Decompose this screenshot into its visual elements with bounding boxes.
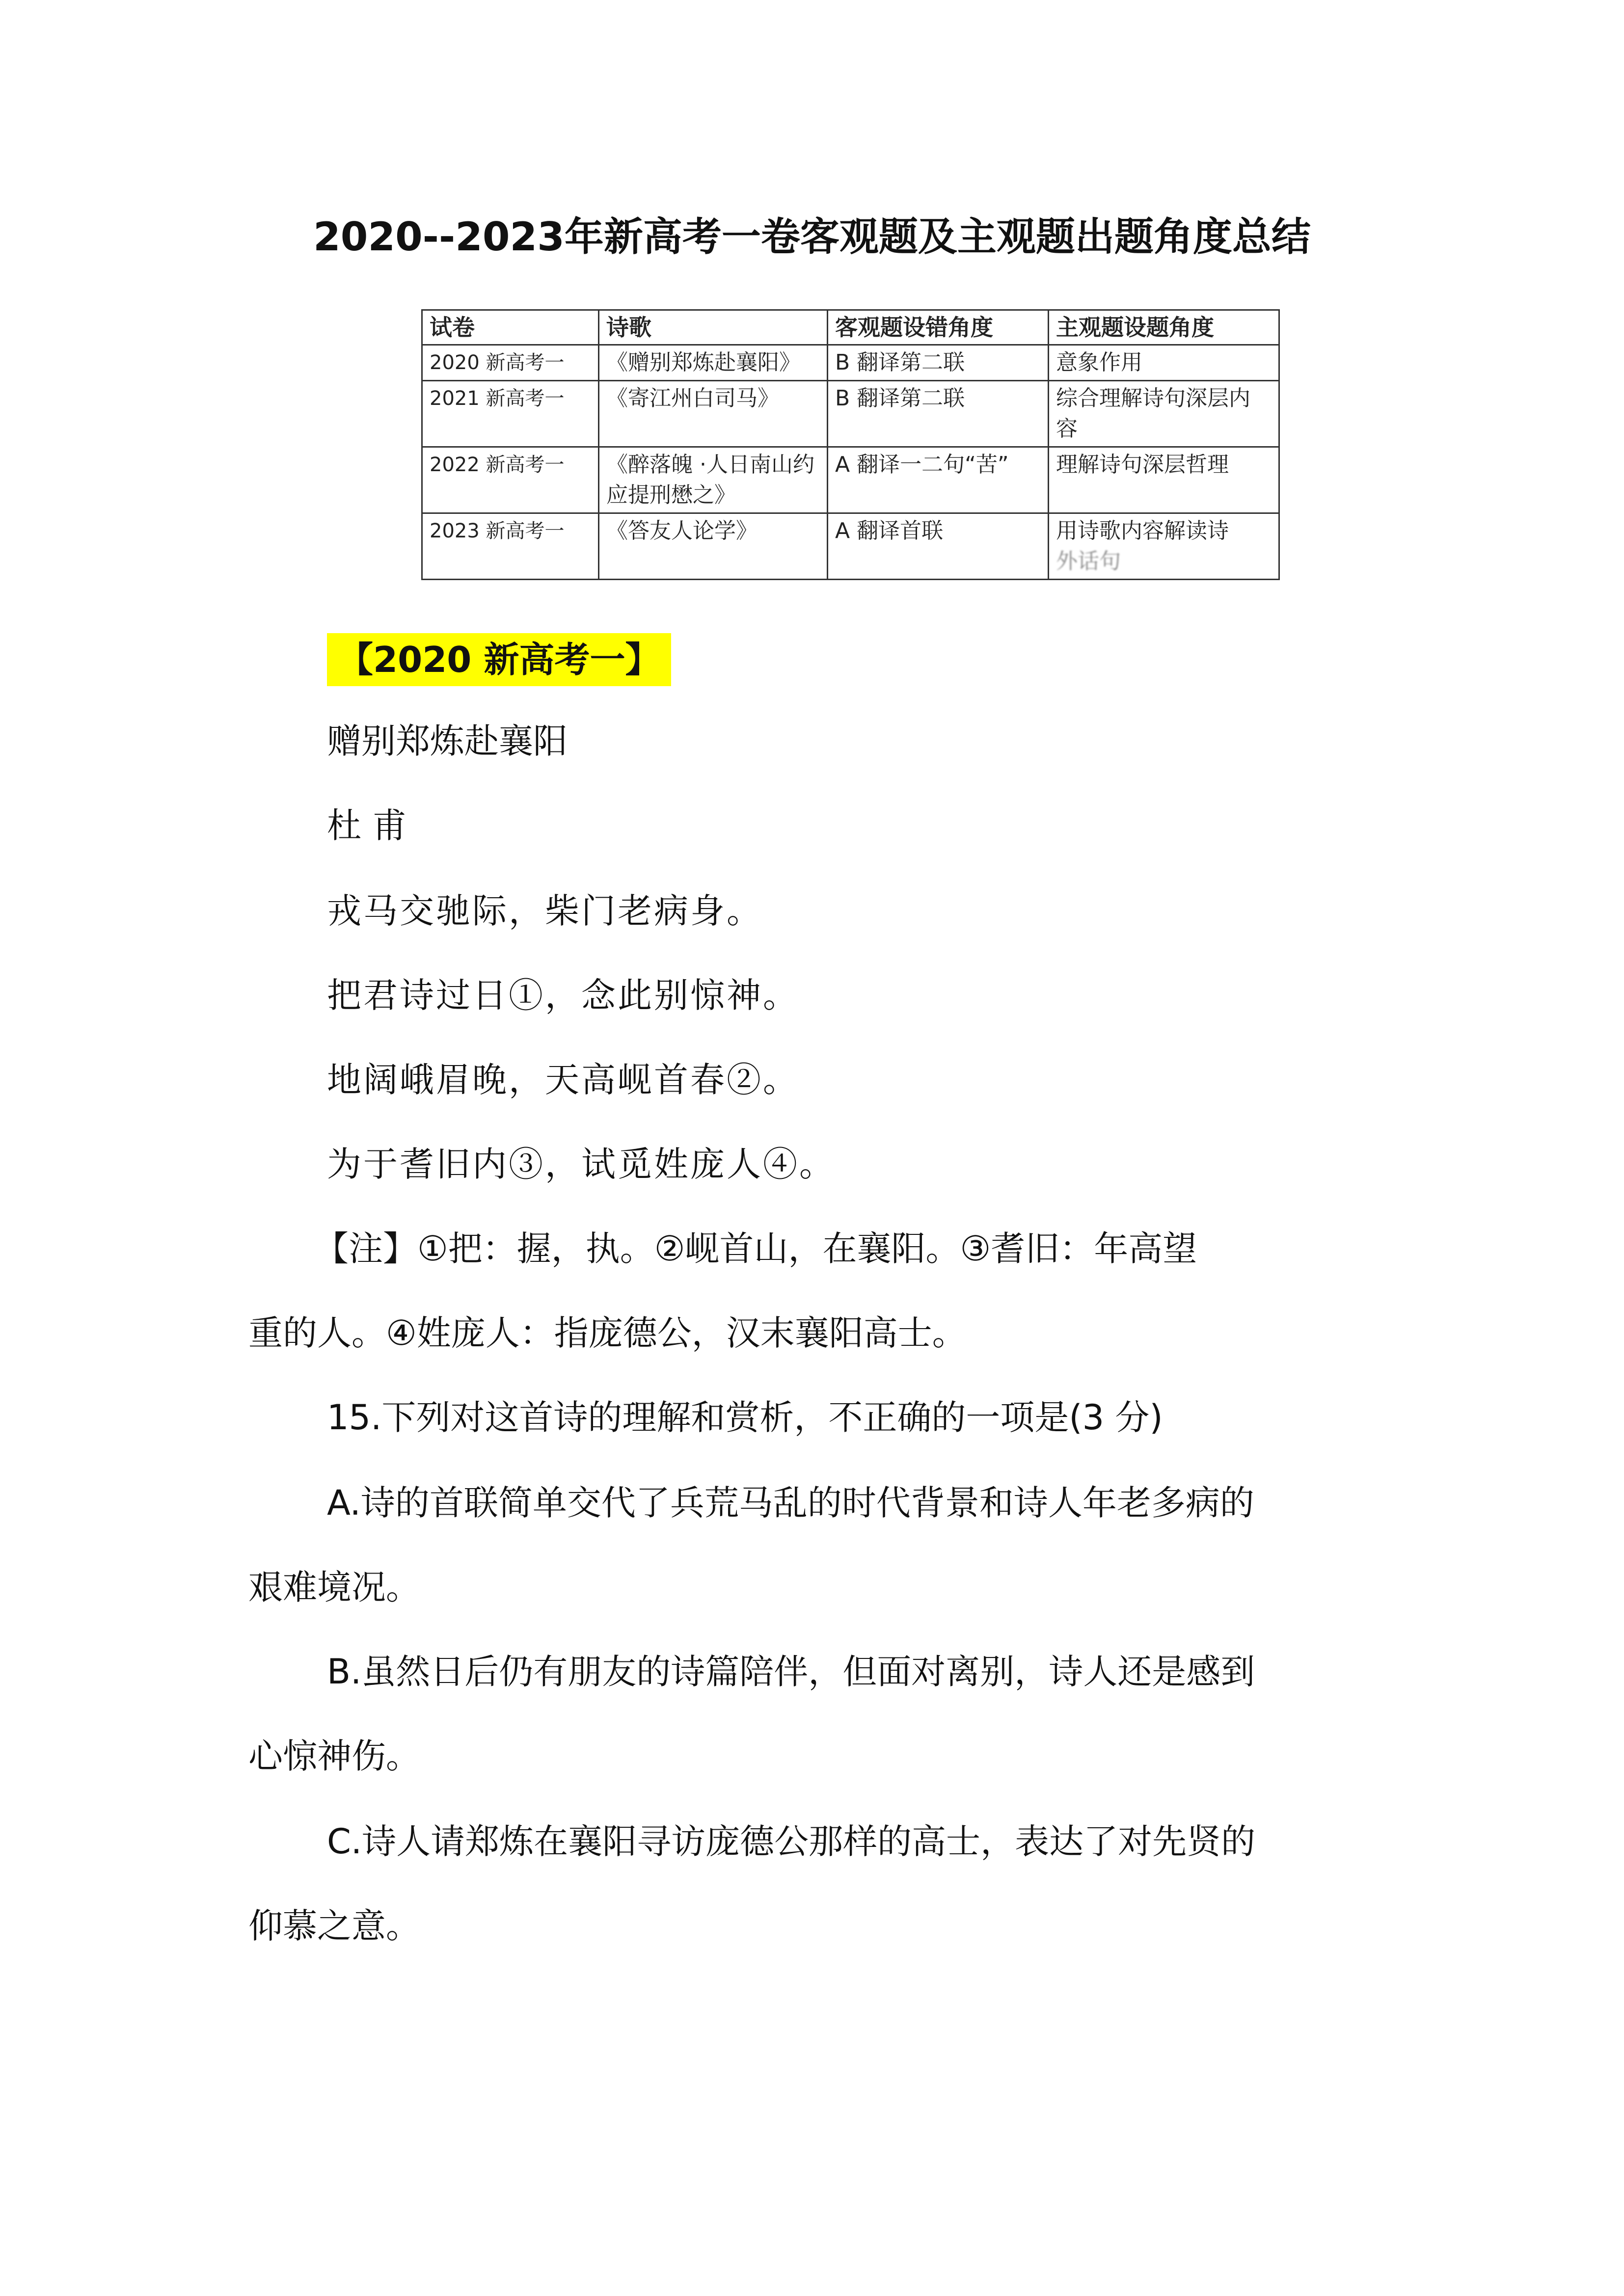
note-line: 重的人。④姓庞人：指庞德公，汉末襄阳高士。 [248,1313,967,1353]
table-header-cell: 诗歌 [599,310,828,345]
question-stem: 15.下列对这首诗的理解和赏析，不正确的一项是(3 分) [327,1397,1163,1438]
table-row [422,381,1279,447]
table-header-row [422,310,1279,345]
poem-line: 地阔峨眉晚，天高岘首春②。 [327,1060,799,1100]
option-a-line: A.诗的首联简单交代了兵荒马乱的时代背景和诗人年老多病的 [327,1483,1254,1523]
table-row [422,513,1279,580]
table-cell: A 翻译首联 [828,513,1049,580]
table-cell: B 翻译第二联 [828,381,1049,447]
table-cell: 《答友人论学》 [599,513,828,580]
option-c-line: 仰慕之意。 [248,1906,420,1946]
table-header-cell: 主观题设题角度 [1049,310,1279,345]
table-cell: B 翻译第二联 [828,345,1049,381]
table-cell: A 翻译一二句“苦” [828,447,1049,513]
poem-title: 赠别郑炼赴襄阳 [327,721,568,761]
table-cell: 2022 新高考一 [422,447,599,513]
option-c-line: C.诗人请郑炼在襄阳寻访庞德公那样的高士，表达了对先贤的 [327,1821,1256,1862]
table-cell [1049,513,1279,580]
option-b-line: B.虽然日后仍有朋友的诗篇陪伴，但面对离别，诗人还是感到 [327,1652,1255,1692]
note-line: 【注】①把：握，执。②岘首山，在襄阳。③耆旧：年高望 [314,1228,1197,1269]
table-cell-faded-text: 外话句 [1056,549,1121,574]
page-title: 2020--2023年新高考一卷客观题及主观题出题角度总结 [313,214,1311,260]
table-cell: 《寄江州白司马》 [599,381,828,447]
summary-table [421,309,1280,580]
poem-author: 杜 甫 [327,805,407,846]
table-cell-text: 用诗歌内容解读诗 [1056,518,1229,543]
table-header-cell: 试卷 [422,310,599,345]
table-cell: 2023 新高考一 [422,513,599,580]
table-cell: 2020 新高考一 [422,345,599,381]
table-cell: 综合理解诗句深层内容 [1049,381,1279,447]
poem-line: 把君诗过日①，念此别惊神。 [327,975,799,1015]
table-header-cell: 客观题设错角度 [828,310,1049,345]
table-row [422,345,1279,381]
table-row [422,447,1279,513]
section-heading: 【2020 新高考一】 [327,633,671,686]
option-b-line: 心惊神伤。 [248,1736,420,1776]
table-cell: 理解诗句深层哲理 [1049,447,1279,513]
table-cell: 《醉落魄 ·人日南山约应提刑懋之》 [599,447,828,513]
table-cell: 《赠别郑炼赴襄阳》 [599,345,828,381]
table-cell: 2021 新高考一 [422,381,599,447]
poem-line: 戎马交驰际，柴门老病身。 [327,891,763,931]
poem-line: 为于耆旧内③，试觅姓庞人④。 [327,1144,836,1184]
table-cell: 意象作用 [1049,345,1279,381]
option-a-line: 艰难境况。 [248,1567,420,1607]
